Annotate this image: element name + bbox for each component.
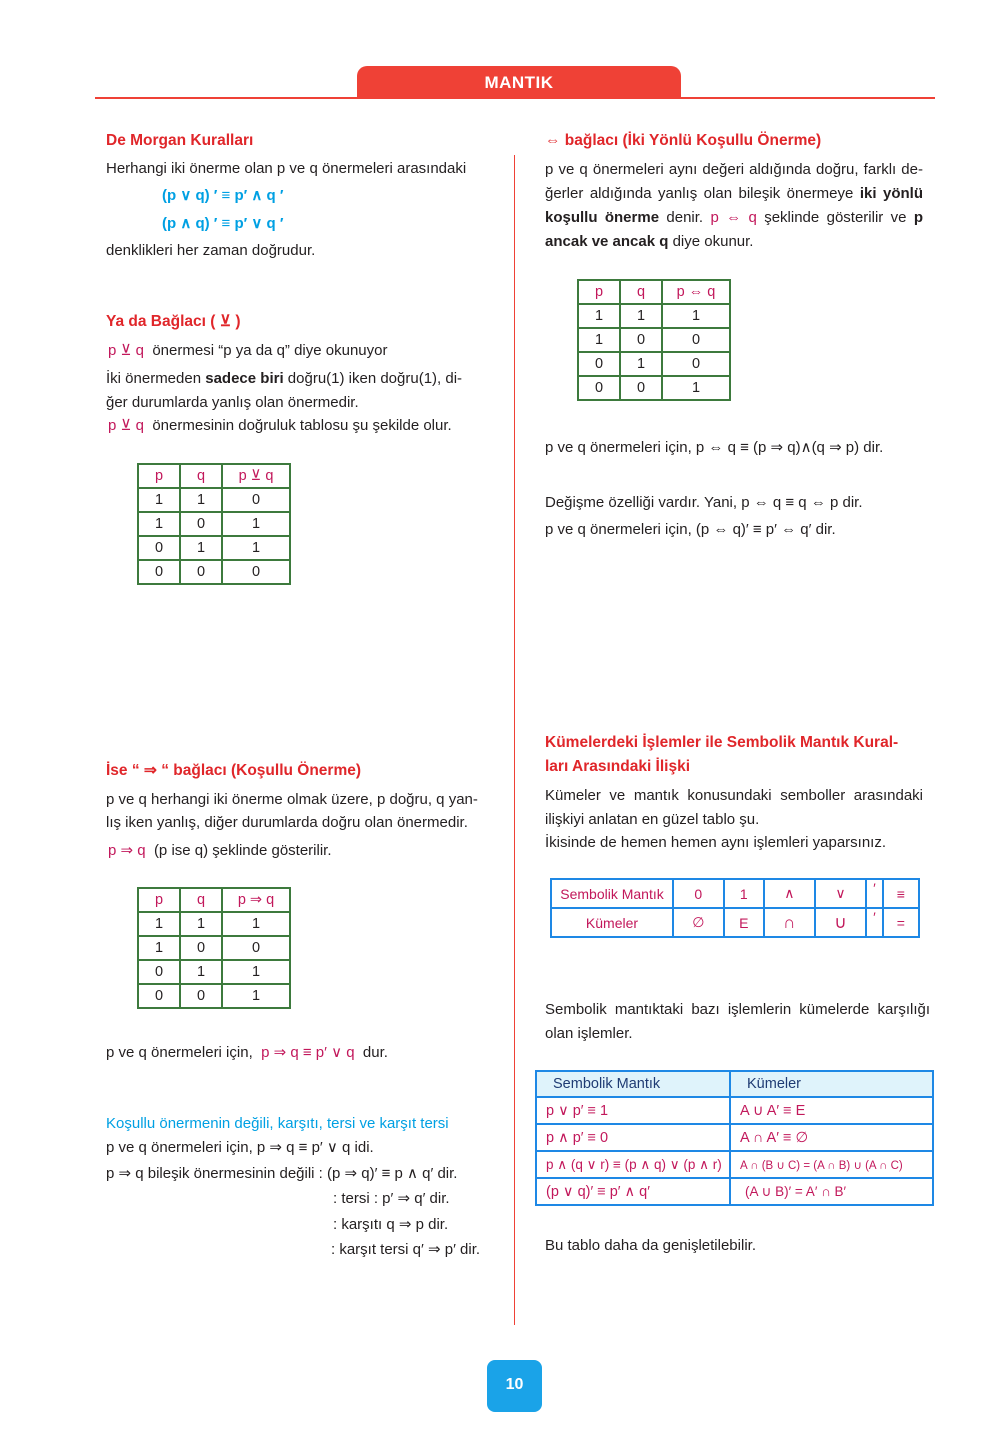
table-cell: ∪ [815, 908, 867, 937]
kume-paragraph-2: İkisinde de hemen hemen aynı işlemleri yaparsınız. [545, 834, 887, 851]
demorgan-intro: Herhangi iki önerme olan p ve q önermeleri arasındaki [106, 160, 467, 177]
table-cell: q [180, 464, 222, 488]
table-cell: 0 [222, 560, 290, 584]
table-cell: q [620, 280, 662, 304]
ise-symbol: p ⇒ q [108, 842, 146, 859]
operations-table [535, 1070, 934, 1206]
table-cell: Kümeler [551, 908, 673, 937]
table-cell: 1 [724, 879, 764, 908]
yada-line-2-a: İki önermeden [106, 370, 206, 387]
page-number: 10 [487, 1360, 542, 1412]
table-cell: p ∨ p′ ≡ 1 [536, 1097, 730, 1124]
yada-title: Ya da Bağlacı ( ⊻ ) [106, 313, 241, 330]
table-cell: (p ∨ q)′ ≡ p′ ∧ q′ [536, 1178, 730, 1205]
yada-line-2 [106, 367, 462, 391]
yada-line-4 [108, 414, 452, 438]
iff-rule-1: p ve q önermeleri için, p ⇔ q ≡ (p ⇒ q)∧(q ⇒ p) dir. [545, 439, 884, 456]
table-cell: p [578, 280, 620, 304]
table-cell: 1 [180, 912, 222, 936]
table-cell: 0 [673, 879, 724, 908]
table-cell: 0 [138, 560, 180, 584]
table-cell: Sembolik Mantık [551, 879, 673, 908]
table-cell: 1 [620, 304, 662, 328]
kosullu-line-5: : karşıt tersi q′ ⇒ p′ dir. [331, 1241, 481, 1258]
table-cell: ≡ [883, 879, 919, 908]
kume-note: Bu tablo daha da genişletilebilir. [545, 1237, 756, 1254]
column-divider [514, 155, 515, 1325]
table-cell: E [724, 908, 764, 937]
table-cell: 0 [138, 536, 180, 560]
yada-symbol: p ⊻ q [108, 342, 144, 359]
table-cell: p ∧ (q ∨ r) ≡ (p ∧ q) ∨ (p ∧ r) [536, 1151, 730, 1178]
ise-after-line [106, 1041, 388, 1065]
iff-symbol: p ⇔ q [710, 209, 757, 226]
yada-line-1 [108, 339, 387, 363]
kume-paragraph-1: Kümeler ve mantık konusundaki semboller arasındaki ilişkiyi anlatan en güzel tablo şu. [545, 787, 923, 828]
table-cell: p ⇒ q [222, 888, 290, 912]
yada-line-2-c: doğru(1) iken doğru(1), di- [283, 370, 463, 387]
ise-line-1: p ve q herhangi iki önerme olmak üzere, p doğru, q yan- [106, 791, 478, 808]
ise-line-3-text: (p ise q) şeklinde gösterilir. [153, 842, 332, 859]
table-cell: 0 [662, 352, 730, 376]
table-cell: 1 [620, 352, 662, 376]
table-cell: 0 [138, 984, 180, 1008]
yada-symbol-2: p ⊻ q [108, 417, 144, 434]
table-cell: p [138, 464, 180, 488]
table-cell: 1 [578, 304, 620, 328]
table-cell: ∨ [815, 879, 867, 908]
table-cell: p ∧ p′ ≡ 0 [536, 1124, 730, 1151]
table-cell: 1 [138, 488, 180, 512]
table-cell: = [883, 908, 919, 937]
ise-line-3 [108, 839, 332, 863]
kume-paragraph-3: Sembolik mantıktaki bazı işlemlerin kümelerde karşılığı olan işlemler. [545, 1001, 930, 1042]
kume-title-2: ları Arasındaki İlişki [545, 758, 691, 775]
table-cell: 1 [222, 912, 290, 936]
chapter-title: MANTIK [357, 66, 681, 98]
kosullu-line-2: p ⇒ q bileşik önermesinin değili : (p ⇒ q)′ ≡ p ∧ q′ dir. [106, 1165, 458, 1182]
table-cell: A ∩ A′ ≡ ∅ [730, 1124, 933, 1151]
iff-p-f: diye okunur. [668, 233, 754, 250]
table-cell: 0 [180, 984, 222, 1008]
kosullu-line-1: p ve q önermeleri için, p ⇒ q ≡ p′ ∨ q idi. [106, 1139, 374, 1156]
table-cell: Sembolik Mantık [536, 1071, 730, 1097]
ise-truth-table [137, 887, 291, 1009]
table-cell: 1 [138, 936, 180, 960]
table-cell: A ∩ (B ∪ C) = (A ∩ B) ∪ (A ∩ C) [730, 1151, 933, 1178]
table-cell: 0 [180, 560, 222, 584]
table-cell: 1 [138, 512, 180, 536]
table-cell: 0 [222, 488, 290, 512]
iff-p-a: p ve q önermeleri aynı değeri aldığında doğru, farklı de-ğerler aldığında yanlış olan bileşik önermeye [545, 161, 923, 202]
table-cell: q [180, 888, 222, 912]
ise-line-2: lış iken yanlış, diğer durumlarda doğru olan önermedir. [106, 814, 468, 831]
table-cell: 0 [578, 352, 620, 376]
demorgan-outro: denklikleri her zaman doğrudur. [106, 242, 316, 259]
table-cell: ∅ [673, 908, 724, 937]
yada-line-3: ğer durumlarda yanlış olan önermedir. [106, 394, 359, 411]
table-cell: 1 [662, 376, 730, 400]
symbol-mapping-table [550, 878, 920, 938]
iff-rule-2: Değişme özelliği vardır. Yani, p ⇔ q ≡ q ⇔ p dir. [545, 494, 863, 511]
table-cell: 1 [222, 960, 290, 984]
table-cell: 0 [180, 936, 222, 960]
table-cell: 0 [578, 376, 620, 400]
ise-after-symbol: p ⇒ q ≡ p′ ∨ q [261, 1044, 355, 1061]
table-cell: 0 [180, 512, 222, 536]
table-cell: 0 [138, 960, 180, 984]
table-cell: p ⇔ q [662, 280, 730, 304]
table-cell: ′ [866, 908, 882, 937]
table-cell: 0 [620, 328, 662, 352]
iff-p-d: şeklinde gösterilir ve [756, 209, 914, 226]
ise-title: İse “ ⇒ “ bağlacı (Koşullu Önerme) [106, 762, 362, 779]
table-cell: ∩ [764, 908, 815, 937]
table-cell: Kümeler [730, 1071, 933, 1097]
table-cell: (A ∪ B)′ = A′ ∩ B′ [730, 1178, 933, 1205]
table-cell: A ∪ A′ ≡ E [730, 1097, 933, 1124]
ise-after-a: p ve q önermeleri için, [106, 1044, 253, 1061]
kosullu-line-4: : karşıtı q ⇒ p dir. [333, 1216, 449, 1233]
iff-p-bold-2: p ancak ve ancak q [545, 209, 924, 250]
iff-rule-3: p ve q önermeleri için, (p ⇔ q)′ ≡ p′ ⇔ q′ dir. [545, 521, 836, 538]
table-cell: 0 [620, 376, 662, 400]
demorgan-formula-2: (p ∧ q) ′ ≡ p′ ∨ q ′ [162, 215, 284, 232]
iff-title: ⇔ bağlacı (İki Yönlü Koşullu Önerme) [545, 132, 822, 149]
table-cell: ′ [866, 879, 882, 908]
iff-p-bold-1: iki yönlü koşullu önerme [545, 185, 923, 226]
demorgan-formula-1: (p ∨ q) ′ ≡ p′ ∧ q ′ [162, 187, 284, 204]
table-cell: 1 [222, 512, 290, 536]
table-cell: 1 [138, 912, 180, 936]
table-cell: p [138, 888, 180, 912]
kosullu-line-3: : tersi : p′ ⇒ q′ dir. [333, 1190, 450, 1207]
table-cell: 0 [662, 328, 730, 352]
kume-title-1: Kümelerdeki İşlemler ile Sembolik Mantık Kural- [545, 734, 899, 751]
iff-truth-table [577, 279, 731, 401]
kosullu-title: Koşullu önermenin değili, karşıtı, tersi ve karşıt tersi [106, 1115, 449, 1132]
demorgan-title: De Morgan Kuralları [106, 132, 254, 149]
table-cell: 0 [222, 936, 290, 960]
yada-truth-table [137, 463, 291, 585]
table-cell: 1 [180, 536, 222, 560]
table-cell: ∧ [764, 879, 815, 908]
ise-after-b: dur. [362, 1044, 388, 1061]
header-rule [95, 97, 935, 99]
table-cell: p ⊻ q [222, 464, 290, 488]
yada-line-1-text: önermesi “p ya da q” diye okunuyor [152, 342, 388, 359]
yada-line-4-text: önermesinin doğruluk tablosu şu şekilde olur. [152, 417, 452, 434]
iff-paragraph [545, 158, 923, 254]
table-cell: 1 [222, 984, 290, 1008]
table-cell: 1 [180, 488, 222, 512]
table-cell: 1 [578, 328, 620, 352]
table-cell: 1 [222, 536, 290, 560]
table-cell: 1 [180, 960, 222, 984]
table-cell: 1 [662, 304, 730, 328]
yada-line-2-bold: sadece biri [205, 370, 284, 387]
iff-p-c: denir. [659, 209, 711, 226]
